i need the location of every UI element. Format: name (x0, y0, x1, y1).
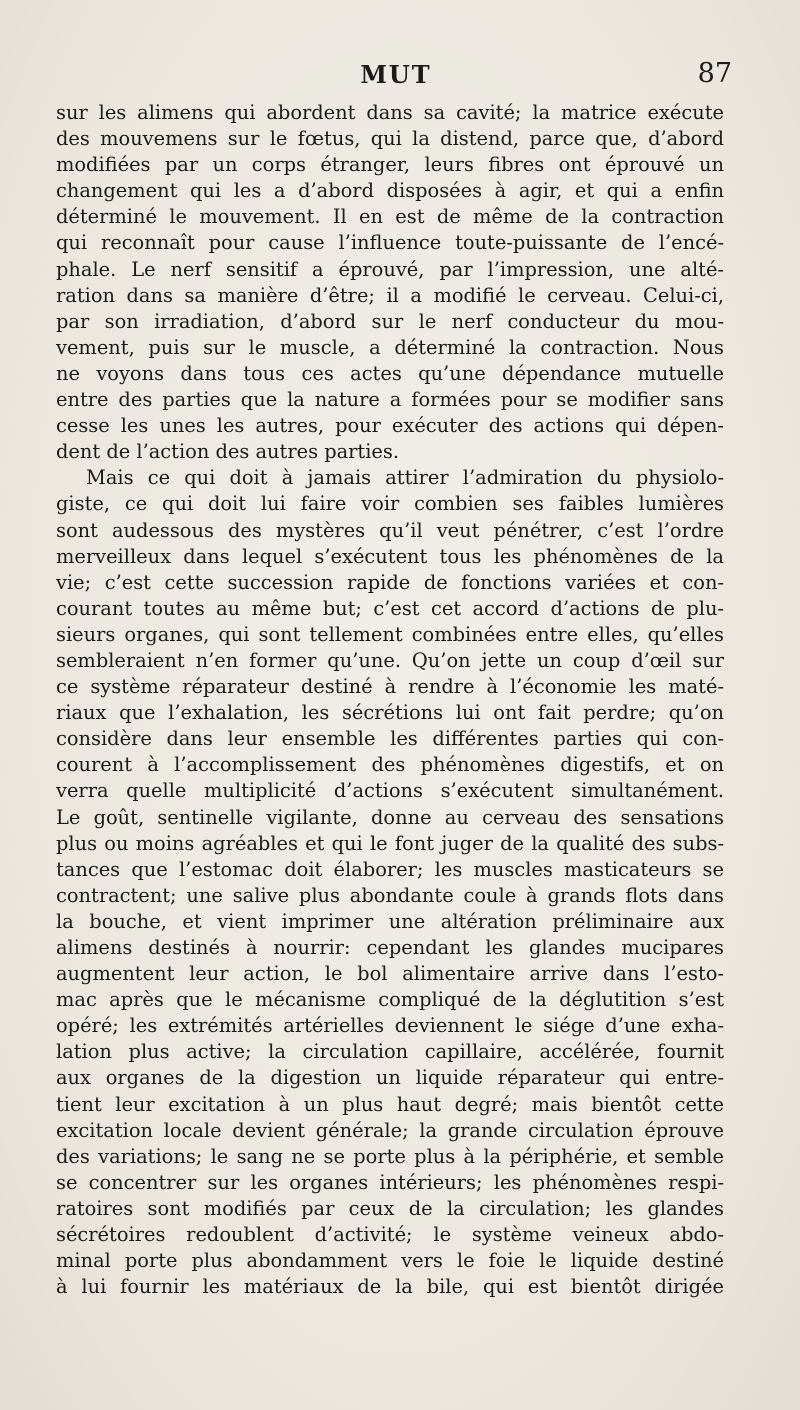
text-line: lation plus active; la circulation capillaire, accélérée, fournit (56, 1040, 724, 1064)
text-line: des mouvemens sur le fœtus, qui la distend, parce que, d’abord (56, 127, 724, 151)
text-line: sur les alimens qui abordent dans sa cavité; la matrice exécute (56, 101, 724, 124)
text-line: vement, puis sur le muscle, a déterminé la contraction. Nous (56, 335, 724, 359)
text-line: phale. Le nerf sensitif a éprouvé, par l’impression, une alté- (56, 257, 724, 281)
text-line: mac après que le mécanisme compliqué de la déglutition s’est (56, 988, 724, 1012)
text-line: considère dans leur ensemble les différentes parties qui con- (56, 727, 724, 751)
text-line: sécrétoires redoublent d’activité; le système veineux abdo- (56, 1223, 724, 1247)
text-line: sieurs organes, qui sont tellement combinées entre elles, qu’elles (56, 622, 724, 646)
text-line: plus ou moins agréables et qui le font juger de la qualité des subs- (56, 831, 724, 855)
text-line: courent à l’accomplissement des phénomènes digestifs, et on (56, 753, 724, 777)
text-line: ration dans sa manière d’être; il a modifié le cerveau. Celui-ci, (56, 283, 724, 307)
text-line: verra quelle multiplicité d’actions s’exécutent simultanément. (56, 779, 724, 803)
text-line: entre des parties que la nature a formées pour se modifier sans (56, 388, 724, 412)
page-header (56, 60, 736, 96)
text-line: opéré; les extrémités artérielles deviennent le siége d’une exha- (56, 1014, 724, 1038)
text-line: vie; c’est cette succession rapide de fonctions variées et con- (56, 570, 724, 594)
page-number: 87 (697, 58, 732, 89)
text-line: à lui fournir les matériaux de la bile, qui est bientôt dirigée (56, 1275, 724, 1299)
text-line: par son irradiation, d’abord sur le nerf conducteur du mou- (56, 309, 724, 333)
text-line: déterminé le mouvement. Il en est de même de la contraction (56, 205, 724, 229)
text-line: alimens destinés à nourrir: cependant les glandes mucipares (56, 936, 724, 959)
paragraph-end-line: dent de l’action des autres parties. (56, 440, 400, 464)
text-line: modifiées par un corps étranger, leurs fibres ont éprouvé un (56, 153, 724, 177)
text-line: giste, ce qui doit lui faire voir combien ses faibles lumières (56, 492, 724, 516)
text-line: courant toutes au même but; c’est cet accord d’actions de plu- (56, 596, 724, 620)
text-line: cesse les unes les autres, pour exécuter des actions qui dépen- (56, 414, 724, 438)
running-head: MUT (360, 60, 432, 89)
text-line: aux organes de la digestion un liquide réparateur qui entre- (56, 1066, 724, 1090)
text-line: ce système réparateur destiné à rendre à l’économie les maté- (56, 675, 724, 699)
text-line: ne voyons dans tous ces actes qu’une dépendance mutuelle (56, 361, 724, 385)
text-line: changement qui les a d’abord disposées à agir, et qui a enfin (56, 179, 724, 203)
text-line: augmentent leur action, le bol alimentaire arrive dans l’esto- (56, 962, 724, 986)
text-line: tances que l’estomac doit élaborer; les muscles masticateurs se (56, 857, 724, 881)
text-line: des variations; le sang ne se porte plus à la périphérie, et semble (56, 1144, 724, 1168)
text-line: qui reconnaît pour cause l’influence toute-puissante de l’encé- (56, 231, 724, 255)
show-through-texture (230, 1294, 750, 1314)
text-line: tient leur excitation à un plus haut degré; mais bientôt cette (56, 1092, 724, 1116)
text-line: minal porte plus abondamment vers le foie le liquide destiné (56, 1249, 724, 1273)
text-line: Le goût, sentinelle vigilante, donne au cerveau des sensations (56, 805, 724, 829)
text-line: se concentrer sur les organes intérieurs; les phénomènes respi- (56, 1170, 724, 1194)
text-line: sont audessous des mystères qu’il veut pénétrer, c’est l’ordre (56, 518, 724, 542)
body-text (56, 100, 724, 1300)
text-line: sembleraient n’en former qu’une. Qu’on jette un coup d’œil sur (56, 648, 724, 672)
text-line: excitation locale devient générale; la grande circulation éprouve (56, 1118, 724, 1142)
text-line: riaux que l’exhalation, les sécrétions lui ont fait perdre; qu’on (56, 701, 724, 725)
text-line: contractent; une salive plus abondante coule à grands flots dans (56, 883, 724, 907)
text-line: merveilleux dans lequel s’exécutent tous les phénomènes de la (56, 544, 724, 568)
text-line: la bouche, et vient imprimer une altération préliminaire aux (56, 909, 724, 933)
paragraph-start-line: Mais ce qui doit à jamais attirer l’admiration du physiolo- (86, 466, 724, 490)
text-line: ratoires sont modifiés par ceux de la circulation; les glandes (56, 1196, 724, 1220)
